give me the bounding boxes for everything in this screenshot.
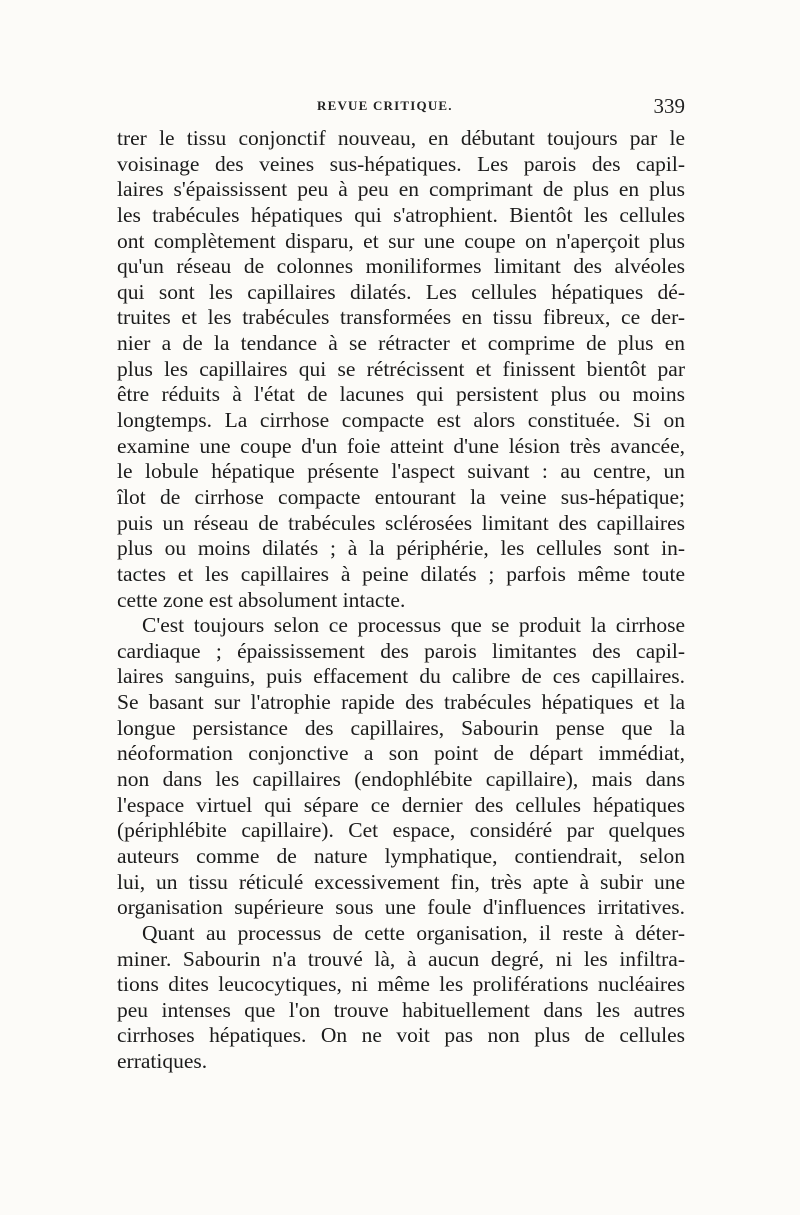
text-line: puis un réseau de trabécules sclérosées limitant des capillaires xyxy=(117,510,685,535)
text-line: îlot de cirrhose compacte entourant la veine sus-hépatique; xyxy=(117,484,685,509)
text-line: cette zone est absolument intacte. xyxy=(117,587,406,612)
text-line: être réduits à l'état de lacunes qui persistent plus ou moins xyxy=(117,382,685,407)
page-number: 339 xyxy=(653,94,685,118)
text-line: néoformation conjonctive a son point de départ immédiat, xyxy=(117,741,685,766)
text-line: les trabécules hépatiques qui s'atrophient. Bientôt les cellules xyxy=(117,202,685,227)
text-line: organisation supérieure sous une foule d'influences irritatives. xyxy=(117,895,685,920)
text-line: tactes et les capillaires à peine dilatés ; parfois même toute xyxy=(117,561,685,586)
text-line: Quant au processus de cette organisation, il reste à déter- xyxy=(142,920,685,945)
running-head xyxy=(117,96,685,120)
text-line: examine une coupe d'un foie atteint d'une lésion très avancée, xyxy=(117,433,685,458)
text-line: erratiques. xyxy=(117,1049,208,1074)
text-line: plus ou moins dilatés ; à la périphérie, les cellules sont in- xyxy=(117,536,685,561)
text-line: laires sanguins, puis effacement du calibre de ces capillaires. xyxy=(117,664,685,689)
text-line: nier a de la tendance à se rétracter et comprime de plus en xyxy=(117,331,685,356)
text-line: auteurs comme de nature lymphatique, contiendrait, selon xyxy=(117,843,685,868)
text-line: l'espace virtuel qui sépare ce dernier des cellules hépatiques xyxy=(117,792,685,817)
text-line: cirrhoses hépatiques. On ne voit pas non plus de cellules xyxy=(117,1023,685,1048)
text-line: qui sont les capillaires dilatés. Les cellules hépatiques dé- xyxy=(117,279,685,304)
text-line: truites et les trabécules transformées en tissu fibreux, ce der- xyxy=(117,305,685,330)
text-line: lui, un tissu réticulé excessivement fin, très apte à subir une xyxy=(117,869,685,894)
text-line: cardiaque ; épaississement des parois limitantes des capil- xyxy=(117,638,685,663)
text-line: ont complètement disparu, et sur une coupe on n'aperçoit plus xyxy=(117,228,685,253)
text-line: qu'un réseau de colonnes moniliformes limitant des alvéoles xyxy=(117,254,685,279)
text-line: plus les capillaires qui se rétrécissent et finissent bientôt par xyxy=(117,356,685,381)
body-text xyxy=(117,126,685,1075)
text-line: peu intenses que l'on trouve habituellement dans les autres xyxy=(117,997,685,1022)
text-line: laires s'épaississent peu à peu en comprimant de plus en plus xyxy=(117,177,685,202)
text-line: miner. Sabourin n'a trouvé là, à aucun degré, ni les infiltra- xyxy=(117,946,685,971)
running-title: REVUE CRITIQUE. xyxy=(317,98,453,113)
text-line: trer le tissu conjonctif nouveau, en débutant toujours par le xyxy=(117,126,685,150)
text-line: (périphlébite capillaire). Cet espace, considéré par quelques xyxy=(117,818,685,843)
text-line: longue persistance des capillaires, Sabourin pense que la xyxy=(117,715,685,740)
text-line: longtemps. La cirrhose compacte est alors constituée. Si on xyxy=(117,408,685,433)
text-line: le lobule hépatique présente l'aspect suivant : au centre, un xyxy=(117,459,685,484)
text-line: C'est toujours selon ce processus que se produit la cirrhose xyxy=(142,613,685,638)
text-line: voisinage des veines sus-hépatiques. Les parois des capil- xyxy=(117,151,685,176)
text-line: non dans les capillaires (endophlébite capillaire), mais dans xyxy=(117,767,685,792)
text-line: tions dites leucocytiques, ni même les proliférations nucléaires xyxy=(117,972,685,997)
text-line: Se basant sur l'atrophie rapide des trabécules hépatiques et la xyxy=(117,690,685,715)
